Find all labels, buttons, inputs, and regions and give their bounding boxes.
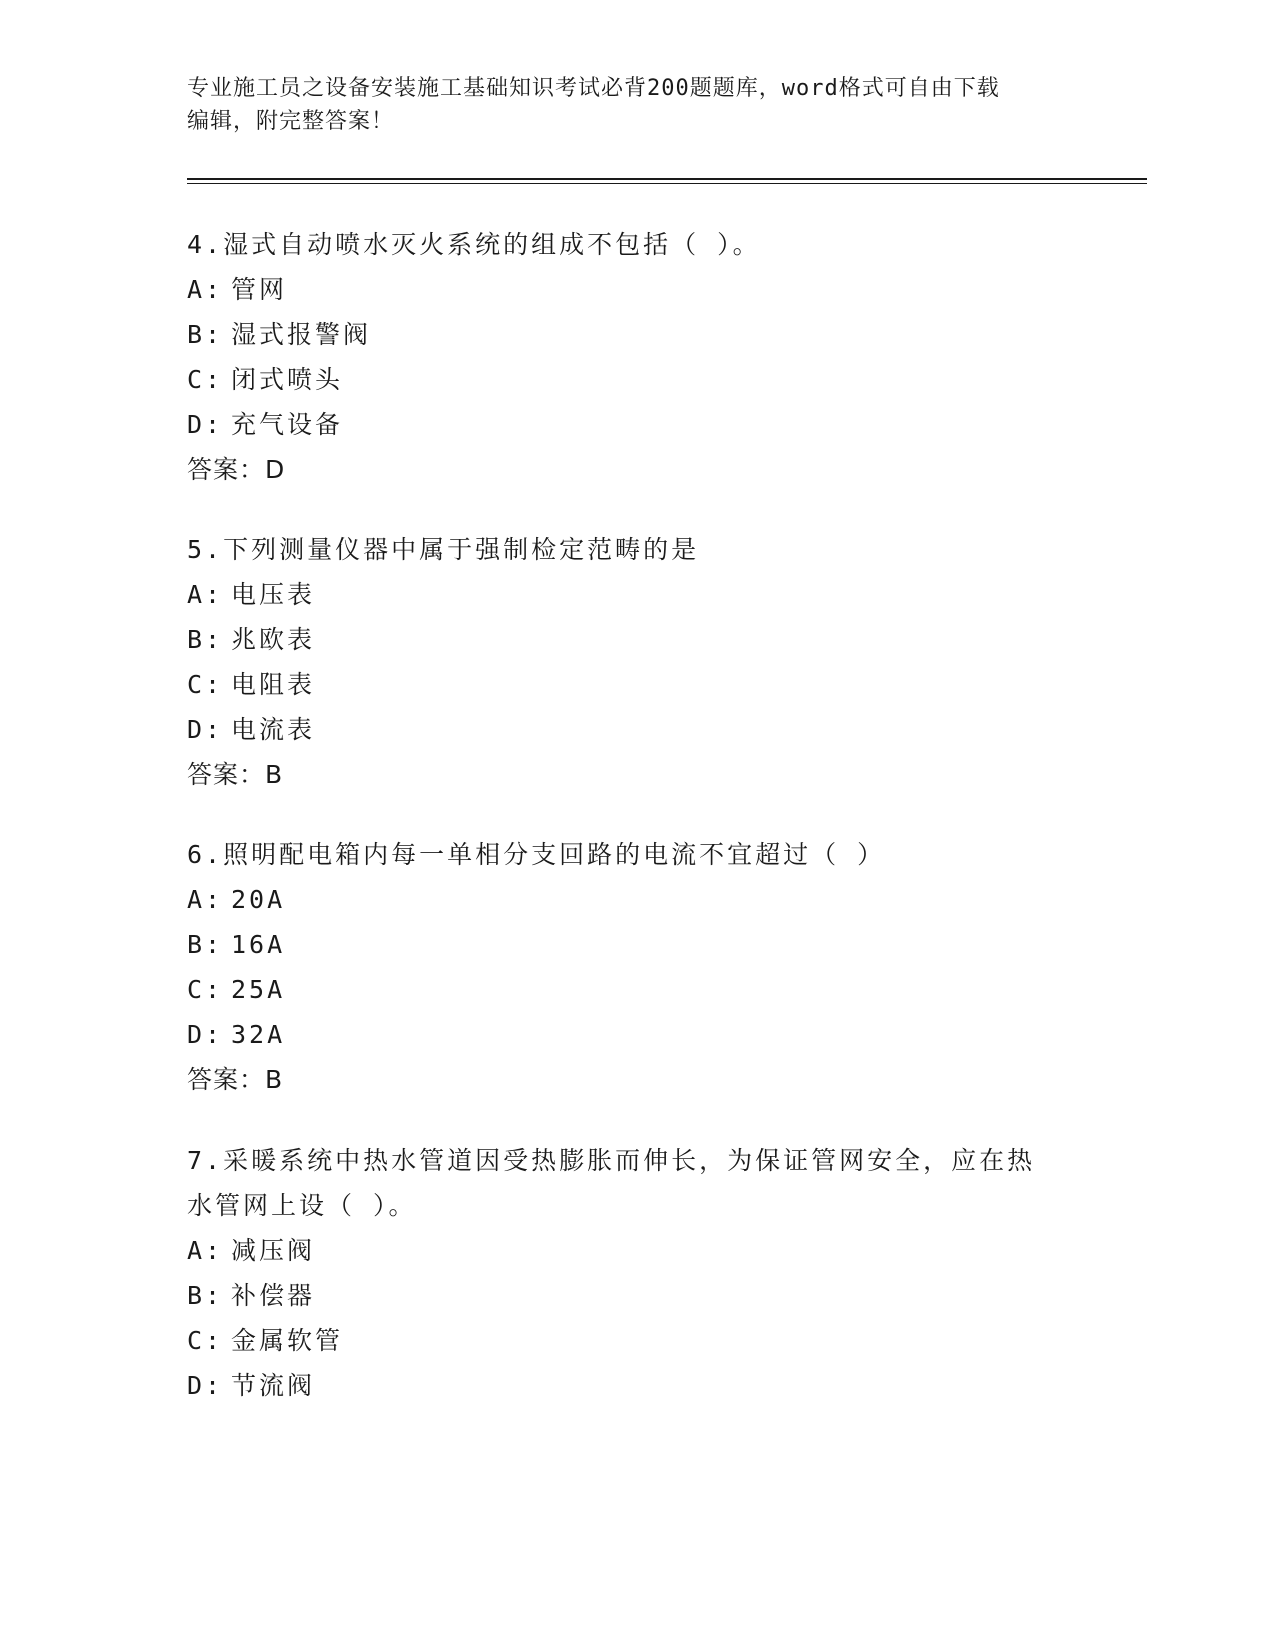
option-letter: C: <box>187 975 224 1004</box>
option-letter: B: <box>187 320 224 349</box>
option-d <box>187 1012 1067 1057</box>
question-7 <box>187 1138 1067 1408</box>
option-d <box>187 707 1067 752</box>
option-letter: A: <box>187 885 224 914</box>
option-text: 电流表 <box>231 715 316 744</box>
option-a <box>187 877 1067 922</box>
option-b <box>187 1273 1067 1318</box>
header-line-2: 编辑，附完整答案！ <box>187 109 395 134</box>
option-text: 电阻表 <box>231 670 316 699</box>
option-text: 兆欧表 <box>231 625 316 654</box>
header-divider-thick <box>187 178 1147 180</box>
option-text: 20A <box>231 885 286 914</box>
question-stem-continued: 水管网上设（ ）。 <box>187 1191 417 1220</box>
answer-line: 答案：D <box>187 455 286 484</box>
option-text: 补偿器 <box>231 1281 316 1310</box>
option-a <box>187 267 1067 312</box>
option-letter: C: <box>187 670 224 699</box>
option-text: 25A <box>231 975 286 1004</box>
question-stem: 6.照明配电箱内每一单相分支回路的电流不宜超过（ ） <box>187 840 886 869</box>
option-text: 16A <box>231 930 286 959</box>
option-text: 电压表 <box>231 580 316 609</box>
option-letter: B: <box>187 1281 224 1310</box>
option-letter: C: <box>187 365 224 394</box>
header-line-1: 专业施工员之设备安装施工基础知识考试必背200题题库，word格式可自由下载 <box>187 76 1000 101</box>
option-text: 管网 <box>231 275 288 304</box>
option-c <box>187 1318 1067 1363</box>
option-letter: B: <box>187 625 224 654</box>
option-b <box>187 312 1067 357</box>
document-header <box>187 72 1067 138</box>
option-text: 节流阀 <box>231 1371 316 1400</box>
option-c <box>187 967 1067 1012</box>
question-5 <box>187 527 1067 797</box>
option-letter: D: <box>187 1371 224 1400</box>
question-stem: 7.采暖系统中热水管道因受热膨胀而伸长，为保证管网安全，应在热 <box>187 1146 1036 1175</box>
option-d <box>187 1363 1067 1408</box>
option-letter: A: <box>187 580 224 609</box>
option-letter: D: <box>187 410 224 439</box>
header-divider-thin <box>187 183 1147 184</box>
option-text: 金属软管 <box>231 1326 344 1355</box>
option-letter: D: <box>187 1020 224 1049</box>
question-stem: 5.下列测量仪器中属于强制检定范畴的是 <box>187 535 700 564</box>
option-letter: B: <box>187 930 224 959</box>
question-6 <box>187 832 1067 1102</box>
option-b <box>187 922 1067 967</box>
question-4 <box>187 222 1067 492</box>
option-letter: A: <box>187 1236 224 1265</box>
answer-line: 答案：B <box>187 760 284 789</box>
option-text: 充气设备 <box>231 410 344 439</box>
option-d <box>187 402 1067 447</box>
option-text: 闭式喷头 <box>231 365 344 394</box>
option-a <box>187 572 1067 617</box>
option-text: 湿式报警阀 <box>231 320 372 349</box>
option-letter: D: <box>187 715 224 744</box>
option-c <box>187 662 1067 707</box>
question-stem: 4.湿式自动喷水灭火系统的组成不包括（ ）。 <box>187 230 761 259</box>
option-letter: A: <box>187 275 224 304</box>
answer-line: 答案：B <box>187 1065 284 1094</box>
option-c <box>187 357 1067 402</box>
option-a <box>187 1228 1067 1273</box>
option-text: 减压阀 <box>231 1236 316 1265</box>
option-b <box>187 617 1067 662</box>
option-text: 32A <box>231 1020 286 1049</box>
option-letter: C: <box>187 1326 224 1355</box>
